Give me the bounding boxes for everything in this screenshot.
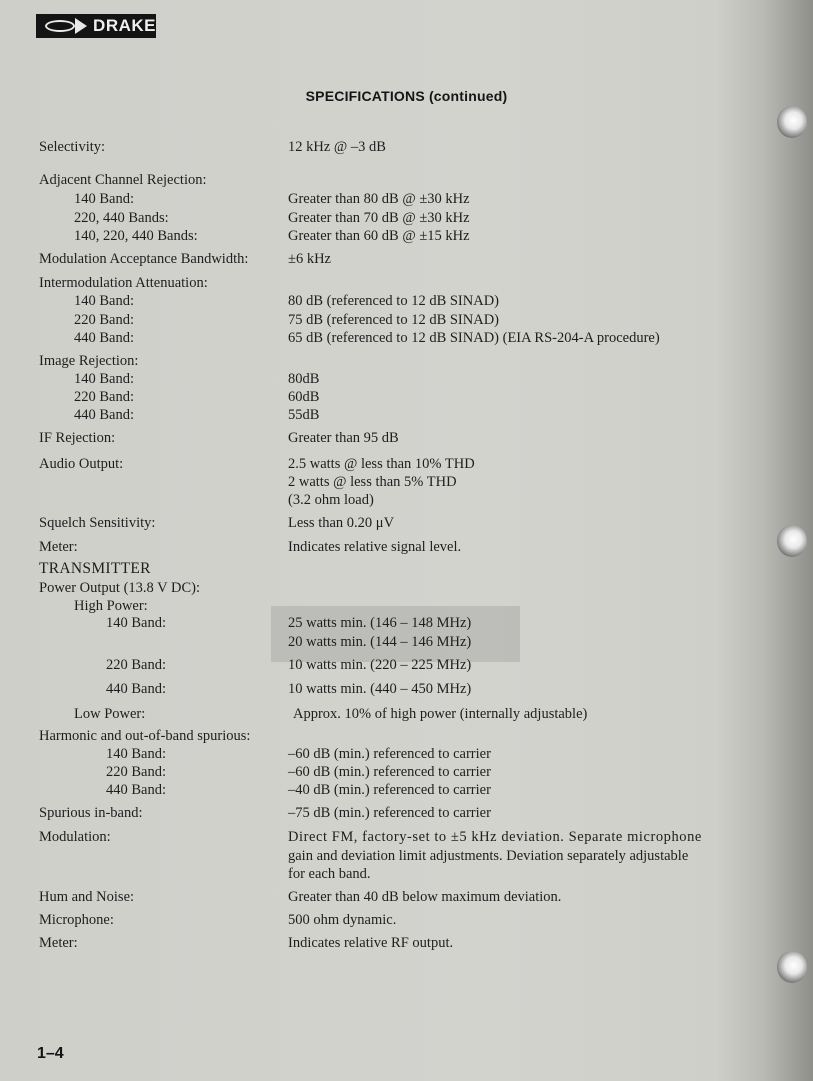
spec-label: IF Rejection: bbox=[39, 430, 116, 446]
drake-emblem-icon bbox=[41, 17, 87, 35]
spec-label: Hum and Noise: bbox=[39, 889, 135, 905]
spec-value: 500 ohm dynamic. bbox=[288, 912, 397, 928]
spec-value: 20 watts min. (144 – 146 MHz) bbox=[288, 634, 472, 650]
spec-label: 220 Band: bbox=[74, 389, 135, 405]
spec-label: High Power: bbox=[74, 598, 148, 614]
spec-value: Indicates relative signal level. bbox=[288, 539, 462, 555]
spec-label: 140 Band: bbox=[106, 746, 167, 762]
spec-label: Power Output (13.8 V DC): bbox=[39, 580, 200, 596]
spec-value: –75 dB (min.) referenced to carrier bbox=[288, 805, 491, 821]
spec-value: 2 watts @ less than 5% THD bbox=[288, 474, 457, 490]
spec-value: 80dB bbox=[288, 371, 320, 387]
spec-value: 60dB bbox=[288, 389, 320, 405]
spec-label: 440 Band: bbox=[74, 330, 135, 346]
spec-value: Approx. 10% of high power (internally adjustable) bbox=[293, 706, 588, 722]
spec-value: 12 kHz @ –3 dB bbox=[288, 139, 386, 155]
spec-label: Meter: bbox=[39, 539, 78, 555]
spec-label: 440 Band: bbox=[74, 407, 135, 423]
drake-logo bbox=[36, 14, 156, 38]
spec-value: Greater than 70 dB @ ±30 kHz bbox=[288, 210, 470, 226]
spec-value: Direct FM, factory-set to ±5 kHz deviation. Separate microphone bbox=[288, 829, 702, 845]
spec-label: 220 Band: bbox=[106, 764, 167, 780]
spec-label: 140 Band: bbox=[74, 191, 135, 207]
page-number: 1–4 bbox=[37, 1045, 64, 1062]
logo-text: DRAKE bbox=[93, 16, 156, 35]
spec-label: Modulation: bbox=[39, 829, 111, 845]
spec-value: Greater than 60 dB @ ±15 kHz bbox=[288, 228, 470, 244]
spec-label: Audio Output: bbox=[39, 456, 124, 472]
spec-label: Harmonic and out-of-band spurious: bbox=[39, 728, 251, 744]
page-title: SPECIFICATIONS (continued) bbox=[305, 88, 508, 104]
spec-value: –60 dB (min.) referenced to carrier bbox=[288, 746, 491, 762]
spec-value: 10 watts min. (220 – 225 MHz) bbox=[288, 657, 472, 673]
spec-value: ±6 kHz bbox=[288, 251, 331, 267]
spec-value: Greater than 40 dB below maximum deviation. bbox=[288, 889, 562, 905]
spec-value: 25 watts min. (146 – 148 MHz) bbox=[288, 615, 472, 631]
spec-label: Squelch Sensitivity: bbox=[39, 515, 156, 531]
spec-value: (3.2 ohm load) bbox=[288, 492, 374, 508]
spec-value: 80 dB (referenced to 12 dB SINAD) bbox=[288, 293, 500, 309]
spec-value: Greater than 80 dB @ ±30 kHz bbox=[288, 191, 470, 207]
spec-label: 220 Band: bbox=[74, 312, 135, 328]
spec-label: Image Rejection: bbox=[39, 353, 139, 369]
section-heading-transmitter: TRANSMITTER bbox=[39, 560, 151, 577]
spec-value: gain and deviation limit adjustments. Deviation separately adjustable bbox=[288, 848, 689, 864]
spec-label: Intermodulation Attenuation: bbox=[39, 275, 208, 291]
spec-label: Adjacent Channel Rejection: bbox=[39, 172, 207, 188]
binder-hole-icon bbox=[777, 525, 807, 557]
spec-value: 55dB bbox=[288, 407, 320, 423]
spec-value: 75 dB (referenced to 12 dB SINAD) bbox=[288, 312, 500, 328]
spec-label: 140, 220, 440 Bands: bbox=[74, 228, 198, 244]
spec-label: Low Power: bbox=[74, 706, 146, 722]
spec-value: Greater than 95 dB bbox=[288, 430, 399, 446]
spec-label: Selectivity: bbox=[39, 139, 106, 155]
binder-hole-icon bbox=[777, 106, 807, 138]
spec-value: Indicates relative RF output. bbox=[288, 935, 454, 951]
spec-label: 440 Band: bbox=[106, 681, 167, 697]
spec-label: 440 Band: bbox=[106, 782, 167, 798]
spec-label: 220, 440 Bands: bbox=[74, 210, 169, 226]
spec-label: 140 Band: bbox=[106, 615, 167, 631]
spec-value: –60 dB (min.) referenced to carrier bbox=[288, 764, 491, 780]
spec-value: 2.5 watts @ less than 10% THD bbox=[288, 456, 475, 472]
spec-label: Microphone: bbox=[39, 912, 114, 928]
spec-label: 220 Band: bbox=[106, 657, 167, 673]
spec-value: for each band. bbox=[288, 866, 371, 882]
spec-label: Modulation Acceptance Bandwidth: bbox=[39, 251, 249, 267]
binder-hole-icon bbox=[777, 951, 807, 983]
spec-label: Meter: bbox=[39, 935, 78, 951]
spec-label: 140 Band: bbox=[74, 371, 135, 387]
spec-value: 10 watts min. (440 – 450 MHz) bbox=[288, 681, 472, 697]
spec-value: Less than 0.20 μV bbox=[288, 515, 395, 531]
spec-label: 140 Band: bbox=[74, 293, 135, 309]
spec-label: Spurious in-band: bbox=[39, 805, 143, 821]
spec-value: 65 dB (referenced to 12 dB SINAD) (EIA RS-204-A procedure) bbox=[288, 330, 660, 346]
spec-value: –40 dB (min.) referenced to carrier bbox=[288, 782, 491, 798]
